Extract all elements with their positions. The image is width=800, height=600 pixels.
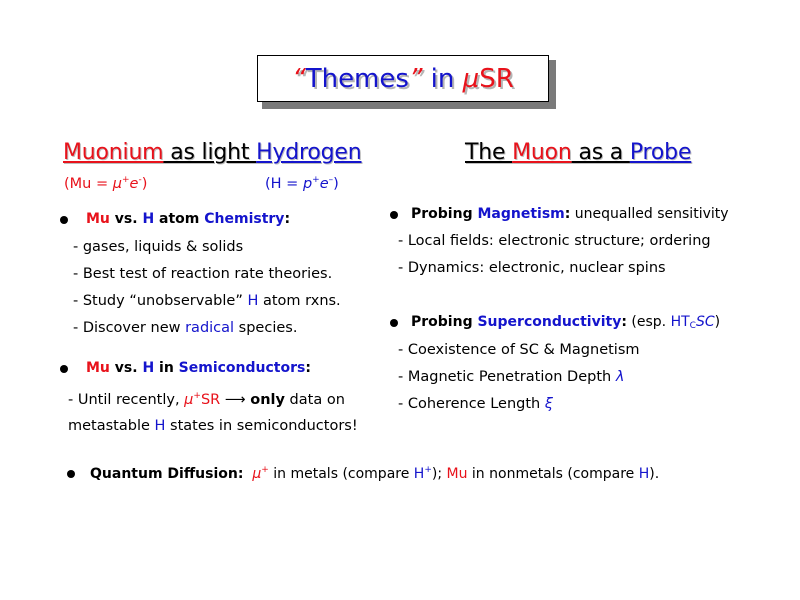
slide-title: [257, 55, 549, 102]
list-item-radical: - Discover new radical species.: [73, 320, 298, 336]
left-bullet-chemistry: Mu vs. H atom Chemistry:: [86, 211, 291, 227]
bottom-bullet-quantum-diffusion: Quantum Diffusion: µ+ in metals (compare H+); Mu in nonmetals (compare H).: [90, 465, 660, 482]
left-heading-muonium: Muonium: [63, 140, 164, 165]
title-in: in: [422, 63, 463, 94]
list-item-penetration-depth: - Magnetic Penetration Depth λ: [398, 369, 625, 385]
left-heading-as-light: as light: [163, 140, 257, 165]
h-definition: (H = p+e–): [265, 175, 339, 192]
title-sr: SR: [479, 63, 514, 94]
right-bullet-magnetism: Probing Magnetism: unequalled sensitivity: [411, 206, 729, 222]
bullet-dot: [390, 211, 398, 219]
right-bullet-superconductivity: Probing Superconductivity: (esp. $HT_CSC$): [411, 314, 721, 331]
mu-definition: (Mu = µ+e-): [64, 175, 148, 192]
right-heading: The Muon as a Probe: [465, 140, 692, 165]
title-quote-open: “: [292, 63, 306, 94]
list-item-gases: - gases, liquids & solids: [73, 239, 244, 255]
bullet-dot: [60, 365, 68, 373]
left-heading-hydrogen: Hydrogen: [256, 140, 362, 165]
bullet-dot: [390, 319, 398, 327]
list-item-rate-theories: - Best test of reaction rate theories.: [73, 266, 333, 282]
list-item-unobservable: - Study “unobservable” H atom rxns.: [73, 293, 341, 309]
list-item-coexistence: - Coexistence of SC & Magnetism: [398, 342, 640, 358]
list-item-local-fields: - Local fields: electronic structure; ordering: [398, 233, 711, 249]
left-bullet-semiconductors: Mu vs. H in Semiconductors:: [86, 360, 311, 376]
bullet-dot: [60, 216, 68, 224]
list-item-dynamics: - Dynamics: electronic, nuclear spins: [398, 260, 666, 276]
bullet-dot: [67, 470, 75, 478]
title-themes: Themes: [305, 63, 409, 94]
list-item-coherence-length: - Coherence Length ξ: [398, 396, 553, 412]
left-heading: [63, 140, 362, 165]
title-mu: µ: [462, 63, 480, 94]
semiconductor-text-line2: metastable H states in semiconductors!: [68, 418, 358, 434]
title-quote-close: ”: [408, 63, 423, 94]
semiconductor-text-line1: - Until recently, µ+SR ⟶ only data on: [68, 391, 345, 408]
